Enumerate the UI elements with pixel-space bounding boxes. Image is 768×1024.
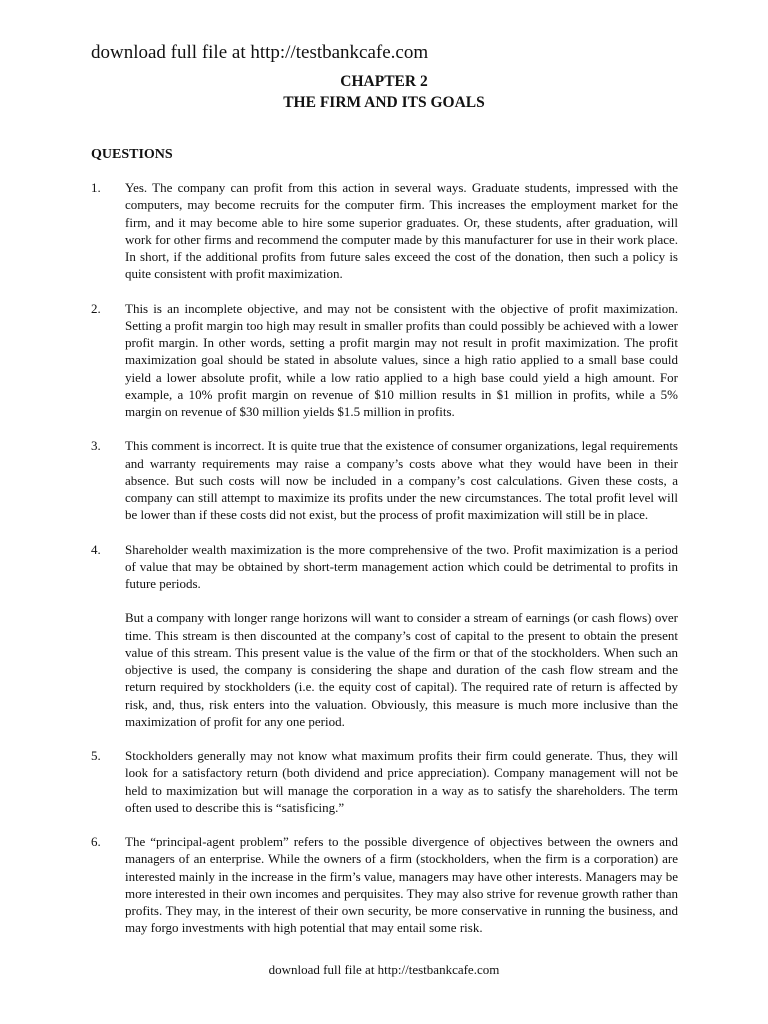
answer-paragraph: The “principal-agent problem” refers to the possible divergence of objectives between the owners and managers of an enterprise. While the owners of a firm (stockholders, when the firm is a corporation) are interested mainly in the increase in the firm’s value, managers may have other interests. Managers may be more interested in their own incomes and perquisites. They may also strive for revenue growth rather than profits. They may, in the interest of their own security, be more conservative in running the business, and may forgo investments with high potential that may entail some risk. [125,834,678,936]
question-item [91,541,678,731]
question-answer [125,437,678,523]
question-number: 3. [91,438,101,454]
answer-paragraph: This is an incomplete objective, and may not be consistent with the objective of profit maximization. Setting a profit margin too high may result in smaller profits than could possibly be achieved with a lower profit margin. In other words, setting a profit margin may not result in profit maximization. The profit maximization goal should be stated in absolute values, since a high ratio applied to a small base could yield a lower absolute profit, while a low ratio applied to a high base could yield a high amount. For example, a 10% profit margin on revenue of $10 million results in $1 million in profits, while a 5% margin on revenue of $30 million yields $1.5 million in profits. [125,300,678,419]
answer-paragraph: Yes. The company can profit from this action in several ways. Graduate students, impressed with the computers, may become recruits for the computer firm. This increases the employment market for the firm, and it may become able to hire some superior graduates. Or, these students, after graduation, will work for other firms and recommend the computer made by this manufacturer for use in their work place. In short, if the additional profits from future sales exceed the cost of the donation, then such a policy is quite consistent with profit maximization. [125,180,678,282]
header-download-link[interactable]: download full file at http://testbankcafe.com [91,42,429,63]
question-item [91,437,678,523]
footer-download-link[interactable]: download full file at http://testbankcafe.com [268,962,500,977]
questions-list [91,179,678,954]
section-heading: QUESTIONS [91,147,173,162]
answer-paragraph: But a company with longer range horizons will want to consider a stream of earnings (or cash flows) over time. This stream is then discounted at the company’s cost of capital to the present to obtain the present value of this stream. This present value is the value of the firm or that of the stockholders. When such an objective is used, the company is considering the shape and duration of the cash flow stream and the return required by stockholders (i.e. the equity cost of capital). The required rate of return is affected by risk, and, thus, risk enters into the valuation. Obviously, this measure is much more inclusive than the maximization of profit for any one period. [125,610,678,729]
question-answer [125,300,678,421]
question-item [91,747,678,816]
question-answer [125,833,678,937]
question-item [91,833,678,937]
question-answer [125,179,678,283]
question-number: 4. [91,541,101,557]
chapter-title: THE FIRM AND ITS GOALS [283,94,485,111]
answer-paragraph: Stockholders generally may not know what maximum profits their firm could generate. Thus, they will look for a satisfactory return (both dividend and price appreciation). Company management will not be held to maximization but will manage the corporation in a way as to satisfy the shareholders. The term often used to describe this is “satisficing.” [125,748,678,815]
question-number: 2. [91,300,101,316]
question-number: 1. [91,180,101,195]
question-number: 6. [91,834,101,849]
question-answer [125,747,678,816]
question-answer [125,541,678,731]
question-item [91,300,678,421]
question-number: 5. [91,748,101,763]
answer-paragraph: Shareholder wealth maximization is the more comprehensive of the two. Profit maximization is a period of value that may be obtained by short-term management action which could be detrimental to profits in future periods. [125,541,678,591]
question-item [91,179,678,283]
answer-paragraph: This comment is incorrect. It is quite true that the existence of consumer organizations, legal requirements and warranty requirements may raise a company’s costs above what they would have been in their absence. But such costs will now be included in a company’s cost calculations. Given these costs, a company can still attempt to maximize its profits under the new circumstances. The total profit level will be lower than if these costs did not exist, but the process of profit maximization will still be in place. [125,438,678,523]
chapter-number: CHAPTER 2 [340,73,428,90]
